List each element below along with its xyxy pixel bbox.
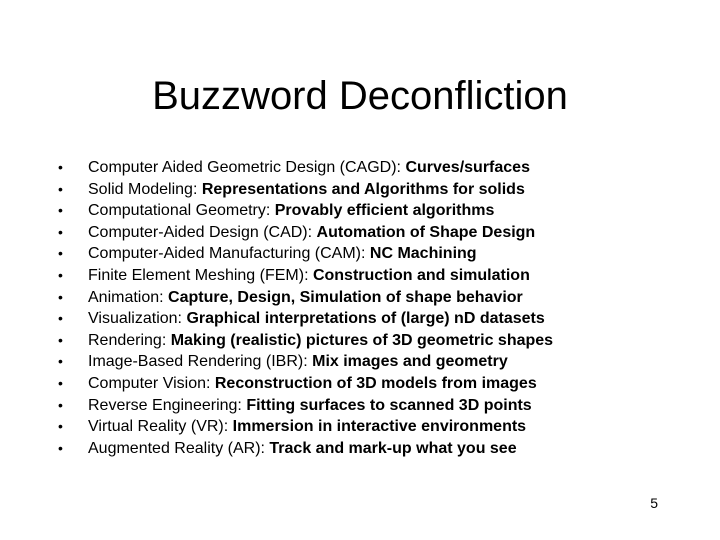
bullet-description: Graphical interpretations of (large) nD datasets <box>186 310 545 328</box>
bullet-icon: • <box>58 223 63 240</box>
bullet-term: Virtual Reality (VR): <box>88 418 233 436</box>
list-item <box>58 200 698 222</box>
bullet-description: Making (realistic) pictures of 3D geometric shapes <box>170 331 554 349</box>
bullet-icon: • <box>58 202 63 219</box>
bullet-term: Solid Modeling: <box>88 180 202 198</box>
list-item <box>58 265 698 287</box>
bullet-description: Track and mark-up what you see <box>269 439 517 457</box>
bullet-description: Automation of Shape Design <box>316 223 536 241</box>
list-item <box>58 222 698 244</box>
bullet-icon: • <box>58 288 63 305</box>
bullet-description: Capture, Design, Simulation of shape behavior <box>168 288 523 306</box>
bullet-term: Visualization: <box>88 310 187 328</box>
bullet-term: Rendering: <box>88 331 171 349</box>
bullet-description: Mix images and geometry <box>312 353 508 371</box>
bullet-description: Curves/surfaces <box>405 159 530 176</box>
bullet-term: Reverse Engineering: <box>88 396 247 414</box>
bullet-icon: • <box>58 396 63 413</box>
bullet-description: Construction and simulation <box>312 266 530 284</box>
bullet-term: Computational Geometry: <box>88 202 275 220</box>
list-item <box>58 308 698 330</box>
bullet-description: NC Machining <box>369 245 477 263</box>
bullet-term: Computer-Aided Design (CAD): <box>88 223 317 241</box>
bullet-description: Provably efficient algorithms <box>274 202 495 220</box>
list-item <box>58 438 698 460</box>
list-item <box>58 416 698 438</box>
bullet-icon: • <box>58 439 63 456</box>
bullet-icon: • <box>58 310 63 327</box>
bullet-description: Fitting surfaces to scanned 3D points <box>246 396 532 414</box>
list-item <box>58 157 698 179</box>
list-item <box>58 373 698 395</box>
bullet-description: Reconstruction of 3D models from images <box>214 374 537 392</box>
bullet-icon: • <box>58 374 63 391</box>
list-item <box>58 243 698 265</box>
bullet-icon: • <box>58 245 63 262</box>
list-item <box>58 351 698 373</box>
bullet-icon: • <box>58 266 63 283</box>
bullet-term: Animation: <box>88 288 169 306</box>
bullet-icon: • <box>58 159 63 175</box>
list-item <box>58 179 698 201</box>
page-number: 5 <box>650 495 658 511</box>
bullet-term: Computer-Aided Manufacturing (CAM): <box>88 245 370 263</box>
list-item <box>58 287 698 309</box>
bullet-description: Representations and Algorithms for solids <box>201 180 525 198</box>
bullet-term: Image-Based Rendering (IBR): <box>88 353 313 371</box>
bullet-icon: • <box>58 353 63 370</box>
slide-title: Buzzword Deconfliction <box>152 74 568 118</box>
bullet-list <box>58 157 698 459</box>
bullet-term: Augmented Reality (AR): <box>88 439 270 457</box>
bullet-term: Computer Vision: <box>88 374 215 392</box>
bullet-term: Finite Element Meshing (FEM): <box>88 266 313 284</box>
bullet-description: Immersion in interactive environments <box>232 418 527 436</box>
bullet-term: Computer Aided Geometric Design (CAGD): <box>88 159 406 176</box>
bullet-icon: • <box>58 331 63 348</box>
bullet-icon: • <box>58 418 63 435</box>
list-item <box>58 395 698 417</box>
bullet-icon: • <box>58 180 63 197</box>
list-item <box>58 330 698 352</box>
